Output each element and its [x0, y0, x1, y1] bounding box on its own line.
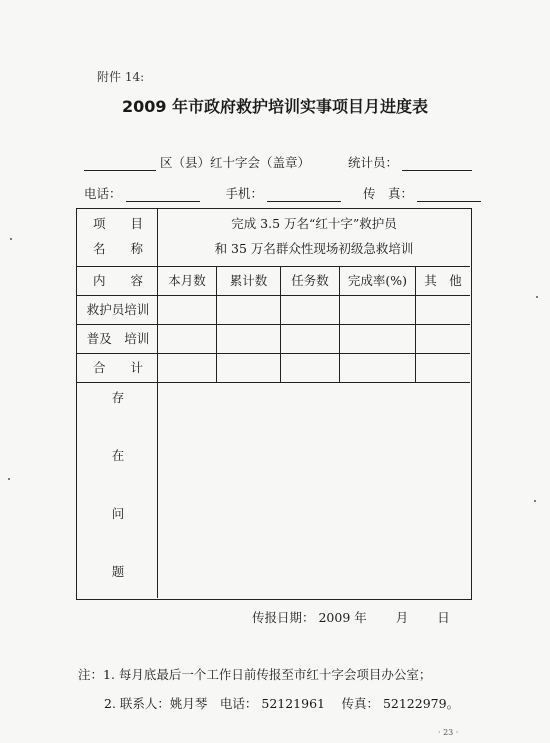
issues-char: 存 — [111, 390, 125, 405]
column-header-this-month: 本月数 — [168, 273, 206, 288]
issues-char: 在 — [111, 448, 125, 463]
row-label-rescuer-training: 救护员培训 — [86, 302, 150, 317]
row-label-total: 合 计 — [92, 360, 143, 375]
statistician-label: 统计员： — [347, 155, 398, 170]
form-row-district — [84, 153, 472, 171]
fax-label: 传 真： — [362, 186, 413, 201]
mobile-label: 手机： — [225, 186, 263, 201]
table-rule — [77, 324, 470, 325]
scan-speck — [536, 296, 538, 298]
column-header-content: 内 容 — [92, 273, 143, 288]
note-line-1: 注：1. 每月底最后一个工作日前传报至市红十字会项目办公室； — [78, 667, 432, 682]
district-label: 区（县）红十字会（盖章） — [159, 155, 310, 170]
column-header-target: 任务数 — [291, 273, 329, 288]
report-date: 传报日期： 2009 年 月 日 — [252, 610, 450, 625]
column-header-completion-rate: 完成率(%) — [347, 273, 408, 288]
project-name-line1: 完成 3.5 万名“红十字”救护员 — [231, 216, 397, 231]
project-name-line2: 和 35 万名群众性现场初级急救培训 — [214, 241, 414, 256]
scan-speck — [8, 478, 10, 480]
scan-speck — [534, 500, 536, 502]
scan-speck — [10, 238, 12, 240]
attachment-label: 附件 14: — [97, 70, 145, 84]
table-rule — [77, 266, 470, 267]
column-header-cumulative: 累计数 — [229, 273, 268, 288]
project-label-line2: 名 称 — [92, 241, 143, 256]
table-rule — [77, 295, 470, 296]
table-rule — [157, 209, 158, 598]
form-row-contacts — [84, 184, 481, 202]
phone-label: 电话： — [84, 186, 122, 201]
row-label-public-training: 普及 培训 — [86, 331, 150, 346]
project-label-line1: 项 目 — [92, 216, 143, 231]
column-header-other: 其 他 — [424, 273, 462, 288]
statistician-blank[interactable] — [402, 170, 472, 171]
district-blank[interactable] — [84, 170, 156, 171]
table-rule — [77, 353, 470, 354]
note-line-2: 2. 联系人：姚月琴 电话： 52121961 传真： 52122979。 — [104, 696, 460, 711]
issues-char: 问 — [111, 506, 125, 521]
phone-blank[interactable] — [126, 201, 200, 202]
fax-blank[interactable] — [417, 201, 481, 202]
page-title: 2009 年市政府救护培训实事项目月进度表 — [121, 97, 429, 116]
mobile-blank[interactable] — [267, 201, 341, 202]
issues-char: 题 — [111, 564, 125, 579]
progress-table — [76, 208, 472, 600]
table-rule — [77, 382, 470, 383]
page-number: · 23 · — [438, 728, 459, 737]
